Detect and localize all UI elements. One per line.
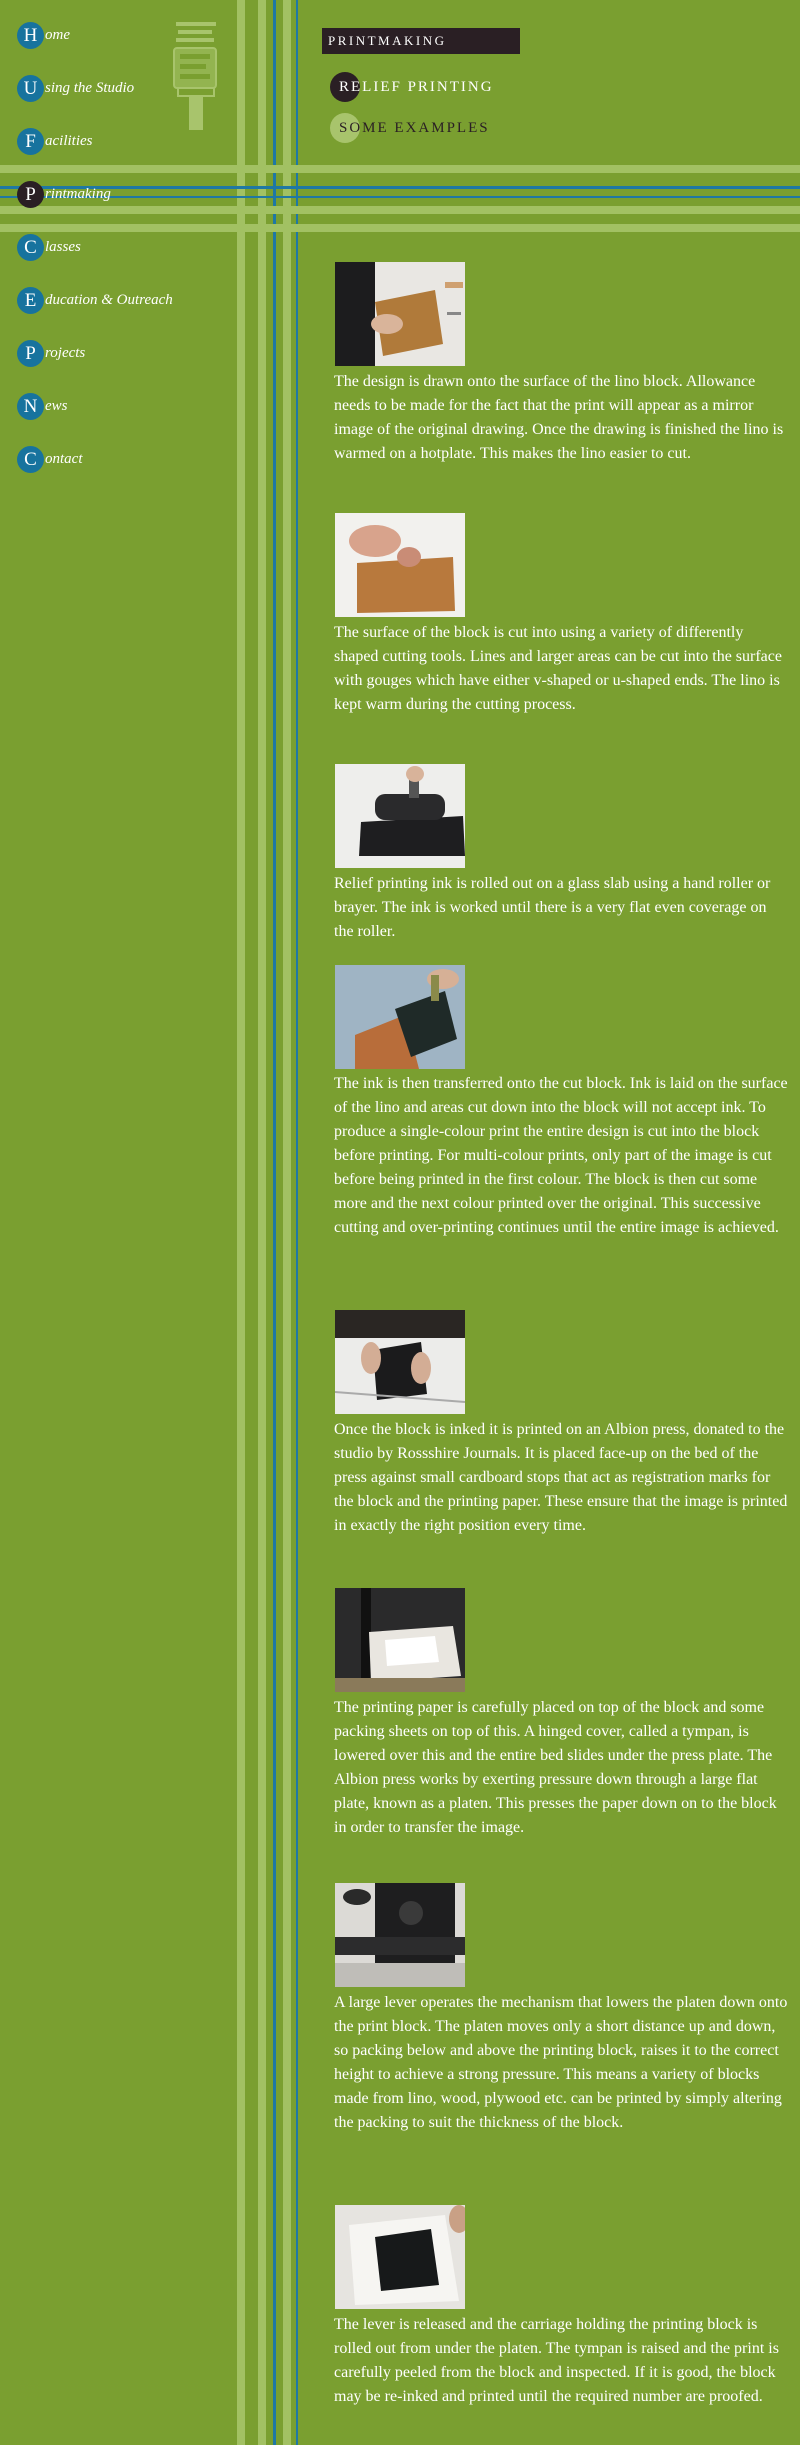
nav-initial: P	[17, 340, 44, 367]
bg-stripe	[296, 0, 298, 2445]
bg-stripe	[237, 0, 245, 2445]
nav-label: rintmaking	[45, 185, 111, 202]
nav-home[interactable]	[17, 20, 70, 50]
step-photo-cutting	[335, 513, 465, 617]
bg-stripe	[0, 196, 800, 198]
step-photo-inking-block	[335, 965, 465, 1069]
step-description: The design is drawn onto the surface of the lino block. Allowance needs to be made for the fact that the print will appear as a mirror image of the original drawing. Once the drawing is finished the lino is warmed on a hotplate. This makes the lino easier to cut.	[334, 373, 784, 462]
nav-printmaking[interactable]	[17, 179, 111, 209]
subnav-relief-printing[interactable]	[330, 72, 494, 102]
nav-projects[interactable]	[17, 338, 85, 368]
nav-initial: H	[17, 22, 44, 49]
step-photo-tympan	[335, 1588, 465, 1692]
nav-initial: N	[17, 393, 44, 420]
step-photo-print-peel	[335, 2205, 465, 2309]
nav-contact[interactable]	[17, 444, 83, 474]
nav-initial: P	[17, 181, 44, 208]
step-description: The ink is then transferred onto the cut block. Ink is laid on the surface of the lino and areas cut down into the block will not accept ink. To produce a single-colour print the entire design is cut into the block before printing. For multi-colour prints, only part of the image is cut before being printed in the first colour. The block is then cut some more and the next colour printed over the original. This successive cutting and over-printing continues until the entire image is achieved.	[334, 1075, 788, 1236]
bg-stripe	[258, 0, 266, 2445]
nav-initial: F	[17, 128, 44, 155]
subnav-some-examples[interactable]	[330, 113, 490, 143]
nav-label: ome	[45, 26, 70, 43]
nav-initial: U	[17, 75, 44, 102]
nav-label: ews	[45, 397, 68, 414]
nav-label: sing the Studio	[45, 79, 135, 96]
step-photo-lever	[335, 1883, 465, 1987]
bg-stripe	[0, 206, 800, 214]
bg-stripe	[0, 224, 800, 232]
nav-initial: C	[17, 446, 44, 473]
step-description: The printing paper is carefully placed on top of the block and some packing sheets on top of this. A hinged cover, called a tympan, is lowered over this and the entire bed slides under the press plate. The Albion press works by exerting pressure down through a large flat plate, known as a platen. This presses the paper down on to the block in order to transfer the image.	[334, 1699, 777, 1836]
step-photo-inking-roller	[335, 764, 465, 868]
studio-logo[interactable]	[166, 18, 226, 130]
step-description: Relief printing ink is rolled out on a glass slab using a hand roller or brayer. The ink is worked until there is a very flat even coverage on the roller.	[334, 875, 771, 940]
bg-stripe	[0, 165, 800, 173]
subnav-label: SOME EXAMPLES	[339, 119, 490, 136]
nav-education-outreach[interactable]	[17, 285, 173, 315]
bg-stripe	[0, 186, 800, 189]
step-description: A large lever operates the mechanism that lowers the platen down onto the print block. The platen moves only a short distance up and down, so packing below and above the printing block, raises it to the correct height to achieve a strong pressure. This means a variety of blocks made from lino, wood, plywood etc. can be printed by simply altering the packing to suit the thickness of the block.	[334, 1994, 788, 2131]
step-photo-drawing	[335, 262, 465, 366]
step-photo-press-bed	[335, 1310, 465, 1414]
step-description: The surface of the block is cut into using a variety of differently shaped cutting tools. Lines and larger areas can be cut into the surface with gouges which have either v-shaped or u-shaped ends. The lino is kept warm during the cutting process.	[334, 624, 782, 713]
bg-stripe	[273, 0, 276, 2445]
nav-initial: E	[17, 287, 44, 314]
nav-label: lasses	[45, 238, 81, 255]
nav-classes[interactable]	[17, 232, 81, 262]
nav-using-the-studio[interactable]	[17, 73, 134, 103]
nav-facilities[interactable]	[17, 126, 93, 156]
nav-news[interactable]	[17, 391, 68, 421]
subnav-label: RELIEF PRINTING	[339, 78, 494, 95]
step-description: The lever is released and the carriage holding the printing block is rolled out from under the platen. The tympan is raised and the print is carefully peeled from the block and inspected. If it is good, the block may be re-inked and printed until the required number are proofed.	[334, 2316, 779, 2405]
step-description: Once the block is inked it is printed on an Albion press, donated to the studio by Rossshire Journals. It is placed face-up on the bed of the press against small cardboard stops that act as registration marks for the block and the printing paper. These ensure that the image is printed in exactly the right position every time.	[334, 1421, 788, 1534]
nav-label: rojects	[45, 344, 86, 361]
bg-stripe	[283, 0, 291, 2445]
nav-label: ducation & Outreach	[45, 291, 173, 308]
nav-label: acilities	[45, 132, 93, 149]
nav-initial: C	[17, 234, 44, 261]
nav-label: ontact	[45, 450, 83, 467]
page-title: PRINTMAKING	[322, 28, 520, 54]
